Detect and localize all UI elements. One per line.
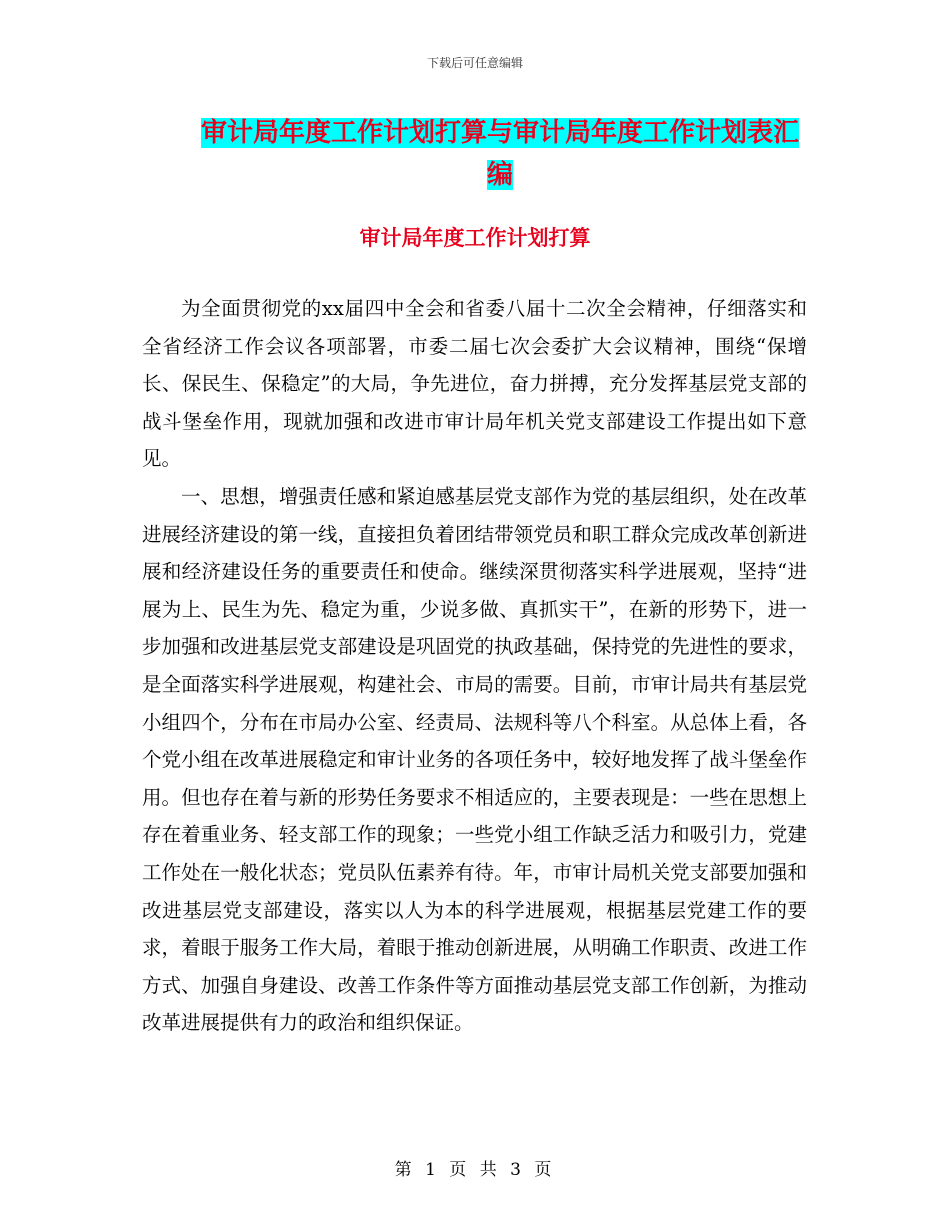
body-text (142, 290, 807, 1042)
section-title: 审计局年度工作计划打算 (359, 226, 591, 250)
page-footer: 第 1 页 共 3 页 (394, 1160, 556, 1180)
paragraph-2: 一、思想，增强责任感和紧迫感基层党支部作为党的基层组织，处在改革进展经济建设的第一线，直接担负着团结带领党员和职工群众完成改革创新进展和经济建设任务的重要责任和使命。继续深贯彻落实科学进展观，坚持“进展为上、民生为先、稳定为重，少说多做、真抓实干”，在新的形势下，进一步加强和改进基层党支部建设是巩固党的执政基础，保持党的先进性的要求，是全面落实科学进展观，构建社会、市局的需要。目前，市审计局共有基层党小组四个，分布在市局办公室、经责局、法规科等八个科室。从总体上看，各个党小组在改革进展稳定和审计业务的各项任务中，较好地发挥了战斗堡垒作用。但也存在着与新的形势任务要求不相适应的，主要表现是：一些在思想上存在着重业务、轻支部工作的现象；一些党小组工作缺乏活力和吸引力，党建工作处在一般化状态；党员队伍素养有待。年，市审计局机关党支部要加强和改进基层党支部建设，落实以人为本的科学进展观，根据基层党建工作的要求，着眼于服务工作大局，着眼于推动创新进展，从明确工作职责、改进工作方式、加强自身建设、改善工作条件等方面推动基层党支部工作创新，为推动改革进展提供有力的政治和组织保证。 (142, 484, 807, 1035)
paragraph-1: 为全面贯彻党的xx届四中全会和省委八届十二次全会精神，仔细落实和全省经济工作会议各项部署，市委二届七次会委扩大会议精神，围绕“保增长、保民生、保稳定”的大局，争先进位，奋力拼搏，充分发挥基层党支部的战斗堡垒作用，现就加强和改进市审计局年机关党支部建设工作提出如下意见。 (142, 297, 807, 471)
title-line-1: 审计局年度工作计划打算与审计局年度工作计划表汇 (200, 118, 799, 148)
document-title (195, 112, 805, 196)
title-line-2: 编 (486, 160, 513, 190)
header-note: 下载后可任意编辑 (426, 56, 523, 70)
